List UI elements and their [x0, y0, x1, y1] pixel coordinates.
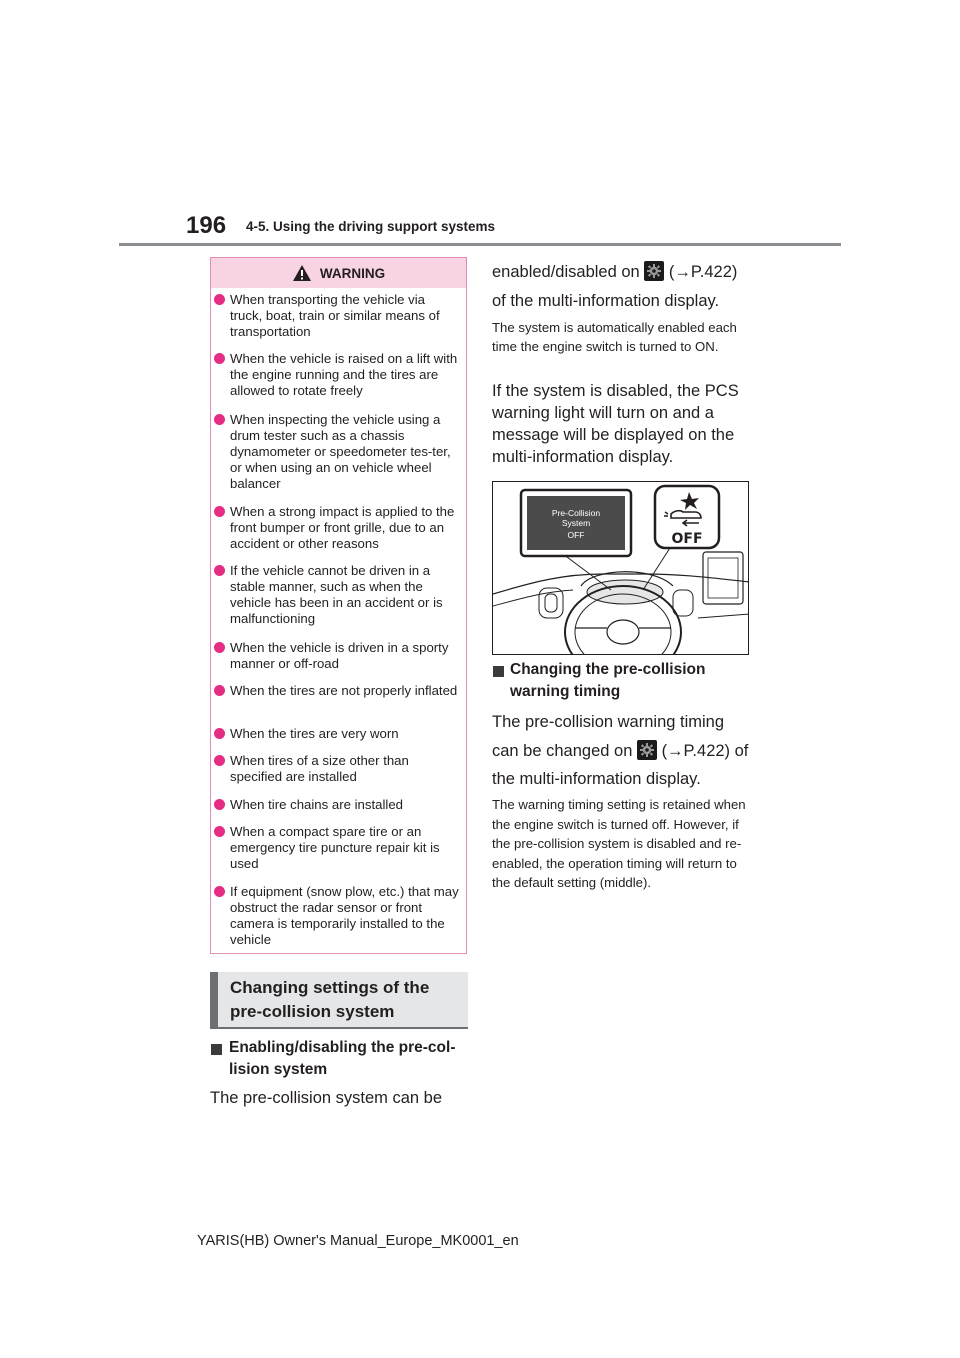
section-title: 4-5. Using the driving support systems	[246, 219, 496, 234]
bullet-icon	[214, 799, 225, 810]
page-reference-link: (→P.422)	[668, 263, 738, 281]
warning-item-text: When the tires are very worn	[230, 726, 399, 741]
timing-subhead-line: Changing the pre-collision	[510, 661, 706, 678]
warning-title: WARNING	[319, 265, 386, 281]
subhead-square-icon	[493, 666, 504, 677]
subhead-square-icon	[211, 1044, 222, 1055]
enable-note: The system is automatically enabled each time the engine switch is turned to ON.	[492, 320, 737, 354]
enable-subhead-line: lision system	[229, 1061, 328, 1078]
warning-item-text: When a strong impact is applied to the front bumper or front grille, due to an accident or other reasons	[230, 504, 455, 551]
disabled-line: message will be displayed on the	[492, 426, 735, 444]
timing-note: The warning timing setting is retained when the engine switch is turned off. However, if the pre-collision system is disabled and re-enabled, the operation timing will return to the default setting (middle).	[492, 797, 746, 890]
disabled-line: If the system is disabled, the PCS	[492, 382, 739, 400]
enable-body-line: of the multi-information display.	[492, 292, 720, 310]
display-text: System	[561, 518, 591, 528]
bullet-icon	[214, 728, 225, 739]
warning-box	[210, 257, 467, 954]
page-reference-link: (→P.422) of	[661, 742, 749, 760]
dashboard-drawing	[493, 482, 749, 655]
footer-text: YARIS(HB) Owner's Manual_Europe_MK0001_en	[197, 1233, 519, 1249]
timing-subhead	[510, 659, 705, 703]
dashboard-illustration	[492, 481, 749, 655]
enable-body-text: enabled/disabled on	[492, 263, 640, 281]
settings-heading	[210, 972, 468, 1029]
settings-heading-line: pre-collision system	[230, 1002, 395, 1021]
disabled-line: warning light will turn on and a	[492, 404, 714, 422]
bullet-icon	[214, 414, 225, 425]
warning-triangle-icon	[292, 264, 312, 282]
warning-header	[211, 258, 466, 288]
gear-icon	[644, 261, 664, 281]
timing-subhead-line: warning timing	[510, 683, 621, 700]
bullet-icon	[214, 506, 225, 517]
timing-body-line	[492, 740, 748, 762]
timing-body-text: can be changed on	[492, 742, 633, 760]
indicator-label: OFF	[671, 531, 703, 547]
warning-item-text: When the tires are not properly inflated	[230, 683, 458, 698]
disabled-line: multi-information display.	[492, 448, 674, 466]
bullet-icon	[214, 353, 225, 364]
warning-item-text: When the vehicle is raised on a lift with the engine running and the tires are allowed to rotate freely	[230, 351, 458, 398]
enable-subhead	[229, 1037, 455, 1081]
warning-item-text: When tires of a size other than specified are installed	[230, 753, 409, 784]
display-text: OFF	[567, 530, 585, 540]
enable-body-line: The pre-collision system can be	[210, 1089, 443, 1107]
bullet-icon	[214, 294, 225, 305]
settings-heading-rule	[210, 1027, 468, 1029]
header-rule	[119, 243, 841, 246]
warning-item-text: When transporting the vehicle via truck, boat, train or similar means of transportation	[230, 292, 440, 339]
bullet-icon	[214, 755, 225, 766]
enable-body-line	[492, 261, 737, 283]
warning-item-text: When the vehicle is driven in a sporty manner or off-road	[230, 640, 449, 671]
enable-subhead-line: Enabling/disabling the pre-col-	[229, 1039, 456, 1056]
bullet-icon	[214, 826, 225, 837]
settings-heading-text	[230, 976, 466, 1024]
settings-heading-line: Changing settings of the	[230, 978, 430, 997]
display-text: Pre-Collision	[551, 508, 601, 518]
warning-item-text: If the vehicle cannot be driven in a stable manner, such as when the vehicle has been in an accident or is malfunctioning	[230, 563, 443, 626]
warning-item-text: If equipment (snow plow, etc.) that may obstruct the radar sensor or front camera is temporarily installed to the vehicle	[230, 884, 459, 947]
timing-body-line: The pre-collision warning timing	[492, 713, 725, 731]
bullet-icon	[214, 685, 225, 696]
bullet-icon	[214, 565, 225, 576]
warning-item-text: When inspecting the vehicle using a drum tester such as a chassis dynamometer or speedometer tes-ter, or when using an on vehicle wheel balancer	[230, 412, 451, 491]
bullet-icon	[214, 886, 225, 897]
timing-body-line: the multi-information display.	[492, 770, 701, 788]
page-number: 196	[186, 212, 227, 239]
bullet-icon	[214, 642, 225, 653]
gear-icon	[637, 740, 657, 760]
warning-item-text: When a compact spare tire or an emergency tire puncture repair kit is used	[230, 824, 440, 871]
warning-item-text: When tire chains are installed	[230, 797, 403, 812]
